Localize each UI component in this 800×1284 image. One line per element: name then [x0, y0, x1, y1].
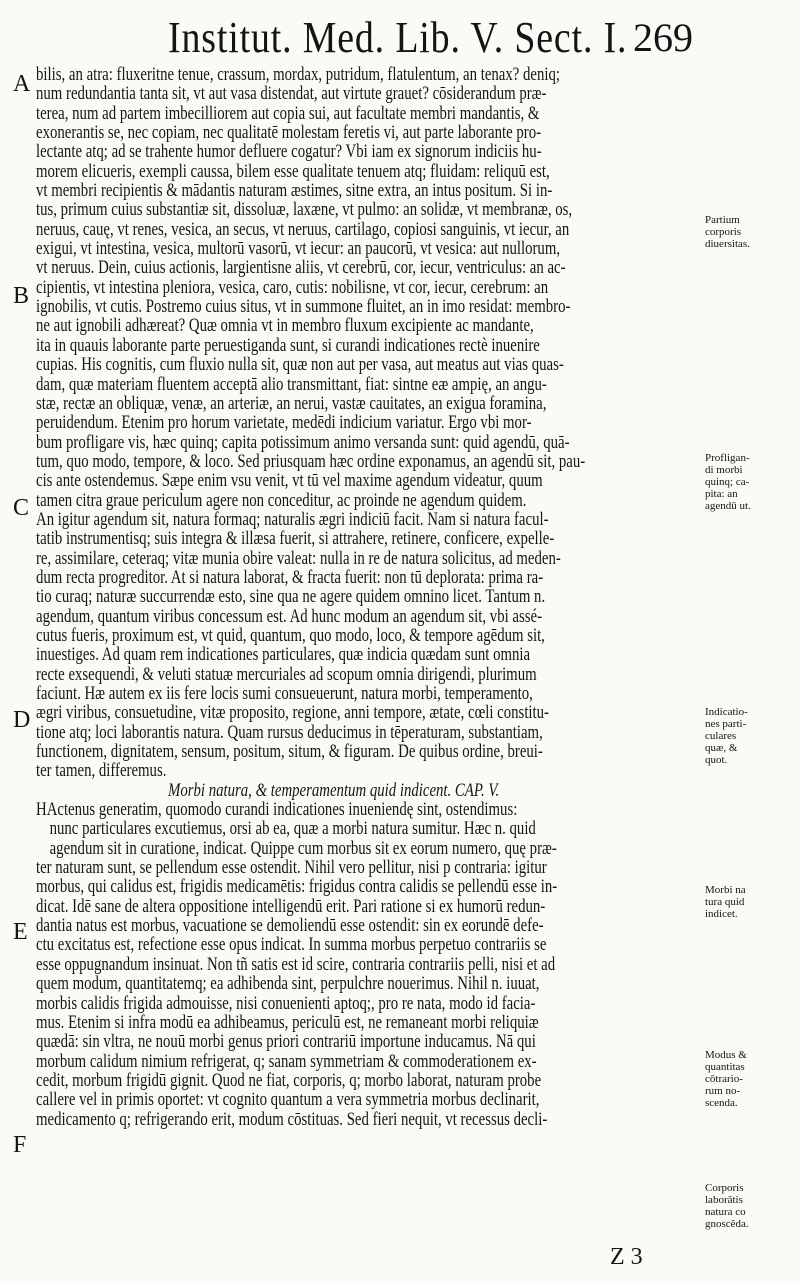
- text-line: functionem, dignitatem, sensum, positum, situm, & figuram. De quibus ordine, breui-: [36, 743, 543, 763]
- text-block: [36, 66, 736, 1149]
- text-line: bilis, an atra: fluxeritne tenue, crassum, mordax, putridum, flatulentum, an tenax? deniq;: [36, 66, 561, 85]
- text-line: bum profligare vis, hæc quinq; capita potissimum animo versanda sunt: quid agendū, quā-: [36, 433, 570, 453]
- section-marker-b: B: [13, 283, 30, 309]
- text-line: dum recta progreditor. At si natura laborat, & fracta fuerit: non tū deplorata: prima ra-: [36, 568, 544, 588]
- section-marker-d: D: [13, 707, 31, 733]
- text-line: cupias. His cognitis, cum fluxio nulla sit, quæ non aut per vasa, aut meatus aut vias quas-: [36, 356, 564, 376]
- margin-note: Partium corporis diuersitas.: [705, 214, 750, 250]
- text-line: An igitur agendum sit, natura formaq; naturalis ægri indiciū facit. Nam si natura facul-: [36, 510, 549, 530]
- text-line: quædā: sin vltra, ne nouū morbi genus priori contrariū importune inducamus. Nā qui: [36, 1033, 536, 1053]
- text-line: neruus, cauę, vt renes, vesica, an secus, vt neruus, cartilago, copiosi sanguinis, vt iecur, an: [36, 220, 570, 240]
- text-line: num redundantia tanta sit, vt aut vasa distendat, aut virtute grauet? cōsiderandum præ-: [36, 85, 547, 105]
- text-line: cedit, morbum frigidū gignit. Quod ne fiat, corporis, q; morbo laborat, naturam probe: [36, 1071, 542, 1091]
- chapter-heading: Morbi natura, & temperamentum quid indicent. CAP. V.: [168, 781, 500, 801]
- margin-note: Morbi na tura quid indicet.: [705, 884, 746, 920]
- text-line: callere vel in primis oportet: vt cognito quantum a vera symmetria morbus declinarit,: [36, 1091, 540, 1111]
- text-line: inuestiges. Ad quam rem indicationes particulares, quæ indicia quædam sunt omnia: [36, 646, 531, 666]
- text-line: mus. Etenim si infra modū ea adhibeamus, periculū est, ne remaneant morbi reliquiæ: [36, 1013, 539, 1033]
- running-title: Institut. Med. Lib. V. Sect. I.: [168, 13, 628, 62]
- text-line: agendum, quantum viribus concessum est. Ad hunc modum an agendum sit, vbi assé-: [36, 607, 542, 627]
- text-line: tus, primum cuius substantiæ sit, dissoluæ, laxæne, vt pulmo: an solidæ, vt membranæ, os,: [36, 201, 573, 221]
- margin-note: Indicatio- nes parti- culares quæ, & quot.: [705, 706, 748, 766]
- text-line: HActenus generatim, quomodo curandi indicationes inueniendę sint, ostendimus:: [36, 801, 518, 821]
- text-line: quem modum, quantitatemq; ea adhibenda sint, perpulchre nouerimus. Nihil n. iuuat,: [36, 975, 540, 995]
- text-line: dam, quæ materiam fluentem acceptā alio transmittant, fiat: sintne eæ ampię, an angu-: [36, 375, 547, 395]
- text-line: cutus fueris, proximum est, vt quid, quantum, quo modo, loco, & tempore agēdum sit,: [36, 626, 545, 646]
- text-line: stæ, rectæ an obliquæ, venæ, an arteriæ, an nerui, vastæ cauitates, an exigua foramina,: [36, 394, 547, 414]
- text-line: tamen citra graue periculum agere non conceditur, ac proinde ne agendum quidem.: [36, 491, 527, 511]
- text-line: dantia natus est morbus, vacuatione se demoliendū esse ostendit: sin ex eorundē defe-: [36, 917, 544, 937]
- text-line: terea, num ad partem imbecilliorem aut copia sui, aut facultate membri mandantis, &: [36, 104, 540, 124]
- text-line: tione atq; loci laborantis natura. Quam rursus deducimus in tēperaturam, substantiam,: [36, 723, 543, 743]
- text-line: ne aut ignobili adhæreat? Quæ omnia vt in membro fluxum excipiente ac mandante,: [36, 317, 534, 337]
- text-line: re, assimilare, ceteraq; vitæ munia obire valeat: nulla in re de natura solicitus, ad meden-: [36, 549, 561, 569]
- text-line: tio curaq; naturæ succurrendæ esto, sine qua ne agere quidem omnino licet. Tantum n.: [36, 588, 546, 608]
- margin-note: Profligan- di morbi quinq; ca- pita: an agendū ut.: [705, 452, 751, 512]
- text-line: ctu excitatus est, refectione esse opus indicat. In summa morbus perpetuo contrariis se: [36, 936, 547, 956]
- margin-note: Corporis laborātis natura co gnoscēda.: [705, 1182, 749, 1230]
- text-line: vt neruus. Dein, cuius actionis, largientisne aliis, vt cerebrū, cor, iecur, ventriculus: an ac-: [36, 259, 566, 279]
- signature-mark: Z 3: [610, 1244, 643, 1270]
- text-line: ignobilis, vt cutis. Postremo cuius situs, vt in summone fluitet, an in imo residat: membro-: [36, 298, 571, 318]
- text-line: vt membri recipientis & mādantis naturam æstimes, sitne extra, an intus positum. Si in-: [36, 182, 553, 202]
- text-line: tatib instrumentisq; suis integra & illæsa fuerit, si attrahere, retinere, conficere, expelle-: [36, 530, 555, 550]
- page-number: 269: [633, 15, 693, 60]
- text-line: morbis calidis frigida admouisse, nisi conuenienti aptoq;, pro re nata, modo id facia-: [36, 994, 536, 1014]
- text-line: lectante atq; ad se trahente humor defluere cogatur? Vbi iam ex signorum indiciis hu-: [36, 143, 542, 163]
- text-line: exonerantis se, nec copiam, nec qualitatē molestam feretis vi, aut parte laborante pro-: [36, 124, 542, 144]
- text-line: tum, quo modo, tempore, & loco. Sed priusquam hæc ordine exponamus, an agendū sit, pau-: [36, 452, 586, 472]
- text-line: [36, 1130, 736, 1149]
- section-marker-a: A: [13, 71, 31, 97]
- text-line: dicat. Idē sane de altera oppositione intelligendū erit. Pari ratione si ex humorū redun-: [36, 897, 546, 917]
- section-marker-c: C: [13, 495, 30, 521]
- text-line: recte exsequendi, & veluti statuæ mercuriales ad scopum omnia dirigendi, plurimum: [36, 665, 537, 685]
- margin-note: Modus & quantitas cōtrario- rum no- scenda.: [705, 1049, 747, 1109]
- text-line: cipientis, vt intestina pleniora, vesica, caro, cutis: nobilisne, vt cor, iecur, cerebrum: an: [36, 278, 549, 298]
- text-line: exigui, vt intestina, vesica, multorū vasorū, vt iecur: an paucorū, vt vesica: aut nullorum,: [36, 240, 561, 260]
- text-line: ter tamen, differemus.: [36, 762, 167, 782]
- text-line: cis ante ostendemus. Sæpe enim vsu venit, vt tū vel maxime agendum videatur, quum: [36, 472, 543, 492]
- section-marker-e: E: [13, 919, 28, 945]
- running-header: [0, 2, 800, 68]
- text-line: morem elicueris, exempli caussa, bilem esse qualitate tenuem atq; fluidam: reliquū est,: [36, 162, 550, 182]
- text-line: peruidendum. Etenim pro horum varietate, medēdi indicium variatur. Ergo vbi mor-: [36, 414, 532, 434]
- text-line: nunc particulares excutiemus, orsi ab ea, quæ a morbi natura sumitur. Hæc n. quid: [49, 820, 536, 840]
- text-line: agendum sit in curatione, indicat. Quippe cum morbus sit ex eorum numero, quę præ-: [49, 839, 557, 859]
- text-line: ter naturam sunt, se pellendum esse ostendit. Nihil vero pellitur, nisi p contraria: igitur: [36, 859, 547, 879]
- text-line: morbum calidum nimium refrigerat, q; sanam symmetriam & commoderationem ex-: [36, 1052, 537, 1072]
- section-marker-f: F: [13, 1132, 27, 1158]
- text-line: esse oppugnandum insinuat. Non tñ satis est id scire, contraria contrariis pelli, nisi et ad: [36, 955, 556, 975]
- text-line: medicamento q; refrigerando erit, modum cōstituas. Sed fieri nequit, vt recessus decli-: [36, 1110, 548, 1130]
- text-line: ita in quauis laborante parte peruestiganda sunt, si curandi indicationes rectè inuenire: [36, 336, 540, 356]
- text-line: ægri viribus, consuetudine, vitæ proposito, regione, anni tempore, ætate, cœli constitu-: [36, 704, 549, 724]
- text-line: faciunt. Hæ autem ex iis fere locis sumi consueuerunt, natura morbi, temperamento,: [36, 685, 533, 704]
- text-line: morbus, qui calidus est, frigidis medicamētis: frigidus contra calidis se pellendū esse in-: [36, 878, 558, 898]
